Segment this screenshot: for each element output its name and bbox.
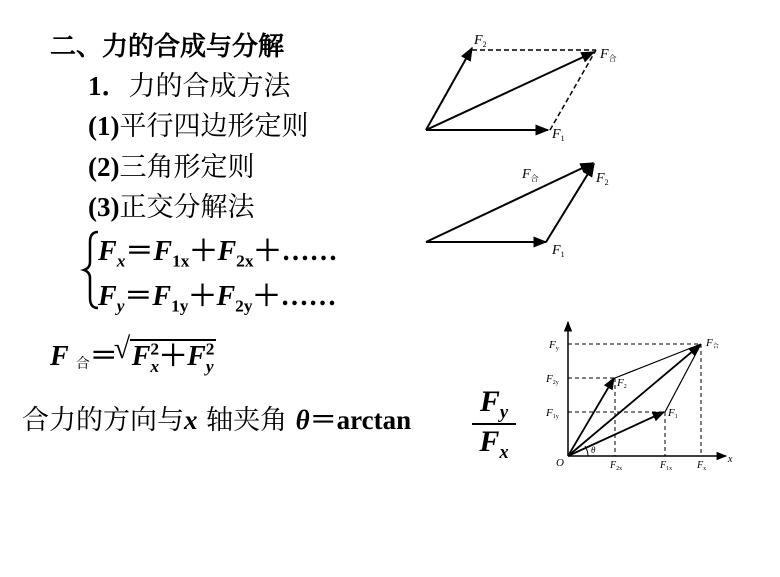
label-f-resultant: F合 (706, 337, 719, 350)
parallel-line-1 (615, 344, 701, 378)
triangle-diagram (426, 163, 609, 259)
label-x-axis: x (728, 454, 733, 465)
resultant-vector (568, 345, 700, 456)
label-f2y: F1y (546, 407, 559, 420)
method-3-number: (3) (88, 192, 120, 222)
label-f2: F2 (617, 377, 627, 390)
fraction-numerator: $F_y$ (472, 385, 516, 425)
direction-formula: 合力的方向与x 轴夹角 θ＝arctan (22, 405, 412, 436)
label-f1: $F_1$ (552, 127, 565, 143)
item-1-text: 力的合成方法 (128, 71, 291, 102)
label-f2: $F_2$ (596, 171, 609, 187)
label-f1x: $F_{1x}$ (660, 460, 673, 472)
sqrt-expression: √ $F^2_x+F^2_y$ (118, 334, 216, 377)
section-title: 二、力的合成与分解 (50, 32, 285, 62)
label-f-resultant: $F_合$ (600, 47, 617, 63)
method-1-number: (1) (88, 111, 120, 141)
label-f1: $F_1$ (552, 243, 565, 259)
fraction-denominator: $F_x$ (479, 425, 509, 464)
label-f2: $F_2$ (474, 33, 487, 49)
parallelogram-diagram (426, 33, 617, 143)
equation-brace (84, 232, 98, 308)
resultant-vector (426, 163, 593, 242)
resultant-vector (426, 52, 594, 130)
item-1-number: 1． (88, 71, 129, 101)
direction-fraction (472, 385, 516, 464)
label-f-resultant: $F_合$ (522, 167, 539, 183)
magnitude-formula: F 合＝√ $F^2_x+F^2_y$ (50, 334, 216, 377)
method-2-text: 三角形定则 (119, 152, 255, 183)
equation-fx: $F_x=F_{1x}+F_{2x}+\dots\dots$ (98, 236, 338, 271)
orthogonal-diagram (545, 322, 733, 472)
method-3-text: 正交分解法 (119, 192, 255, 223)
label-origin: O (556, 457, 564, 469)
label-fx: $F_x$ (697, 460, 707, 472)
method-1-text: 平行四边形定则 (119, 111, 309, 142)
label-f1y: F2y (546, 373, 559, 386)
label-theta: θ (591, 445, 596, 455)
f1-vector (568, 412, 664, 456)
method-2-number: (2) (88, 152, 120, 182)
equation-fy: $F_y=F_{1y}+F_{2y}+\dots\dots$ (98, 281, 337, 316)
label-fy: Fy (549, 339, 559, 352)
parallel-line-2 (665, 344, 701, 412)
label-f1: F1 (668, 407, 678, 420)
f2-vector (426, 48, 472, 130)
label-f2x: $F_{2x}$ (610, 460, 623, 472)
f2-vector (546, 164, 594, 242)
